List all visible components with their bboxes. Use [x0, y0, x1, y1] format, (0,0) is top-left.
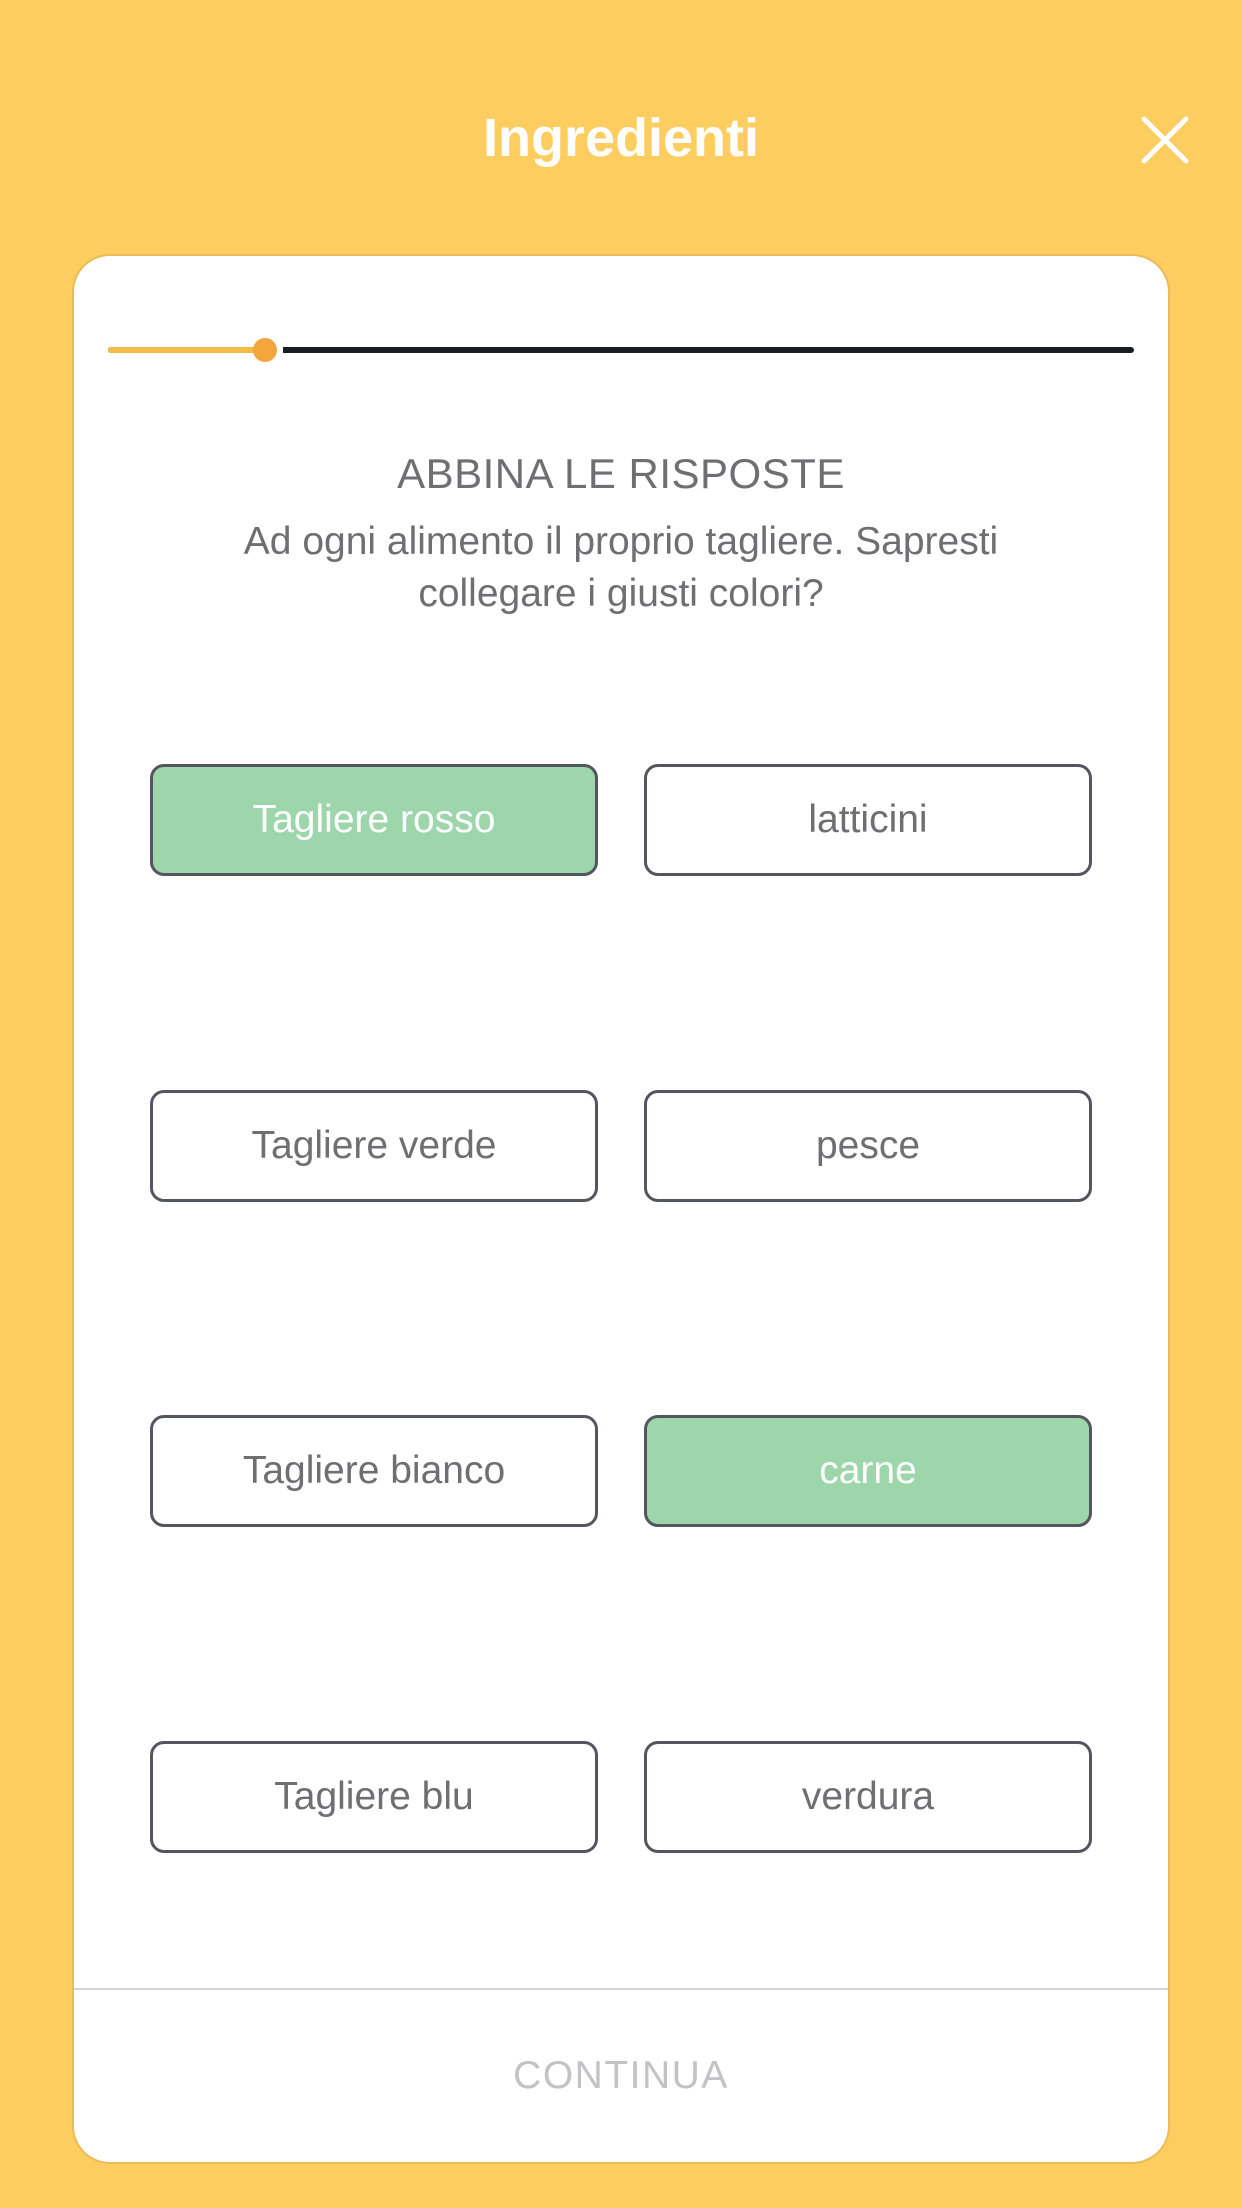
match-left-item[interactable]: Tagliere verde	[150, 1090, 598, 1202]
question-text: Ad ogni alimento il proprio tagliere. Sapresti collegare i giusti colori?	[243, 520, 999, 615]
progress-bar	[108, 342, 1134, 358]
match-left-item[interactable]: Tagliere rosso	[150, 764, 598, 876]
match-right-item[interactable]: carne	[644, 1415, 1092, 1527]
question-title: ABBINA LE RISPOSTE	[397, 450, 845, 497]
match-right-item[interactable]: latticini	[644, 764, 1092, 876]
match-right-item[interactable]: pesce	[644, 1090, 1092, 1202]
page-title: Ingredienti	[482, 108, 759, 168]
progress-fill	[108, 347, 267, 353]
match-left-item[interactable]: Tagliere blu	[150, 1741, 598, 1853]
match-grid	[150, 764, 1092, 1864]
close-icon	[1130, 105, 1200, 175]
continue-button[interactable]: CONTINUA	[513, 2054, 729, 2097]
quiz-card	[74, 256, 1168, 2162]
match-left-item[interactable]: Tagliere bianco	[150, 1415, 598, 1527]
close-button[interactable]	[1130, 105, 1200, 175]
progress-dot	[253, 338, 277, 362]
header	[0, 0, 1242, 250]
match-right-item[interactable]: verdura	[644, 1741, 1092, 1853]
